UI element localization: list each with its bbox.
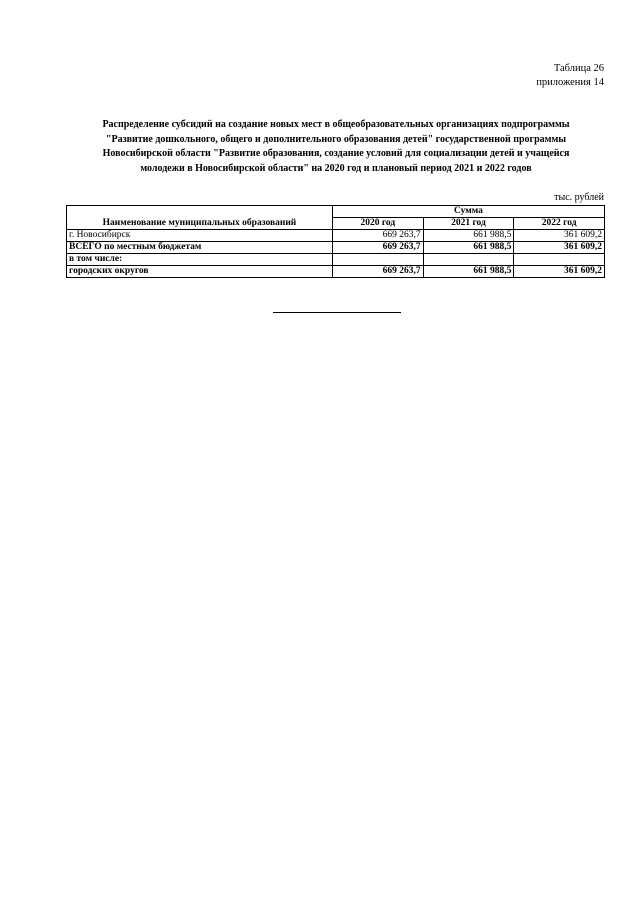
subsidy-table	[66, 205, 605, 278]
title-line-1: Распределение субсидий на создание новых мест в общеобразовательных организациях подпрограммы	[102, 119, 570, 130]
document-title	[66, 118, 606, 176]
table-row-city-districts	[67, 266, 605, 278]
value-2020: 669 263,7	[332, 266, 423, 278]
row-name: ВСЕГО по местным бюджетам	[67, 242, 333, 254]
column-header-2022: 2022 год	[514, 218, 605, 230]
value-2020: 669 263,7	[332, 242, 423, 254]
value-2021: 661 988,5	[423, 230, 514, 242]
title-line-4: молодежи в Новосибирской области" на 2020 год и плановый период 2021 и 2022 годов	[140, 162, 532, 174]
column-header-name: Наименование муниципальных образований	[67, 206, 333, 230]
value-2021	[423, 254, 514, 266]
appendix-number: приложения 14	[536, 77, 604, 88]
units-label: тыс. рублей	[554, 192, 604, 203]
row-name: в том числе:	[67, 254, 333, 266]
value-2021: 661 988,5	[423, 242, 514, 254]
value-2021: 661 988,5	[423, 266, 514, 278]
title-line-3: Новосибирской области "Развитие образования, создание условий для социализации детей и учащейся	[102, 148, 570, 159]
table-number: Таблица 26	[553, 63, 604, 74]
value-2022: 361 609,2	[514, 266, 605, 278]
table-header-row-1	[67, 206, 605, 218]
table-row-novosibirsk	[67, 230, 605, 242]
table-reference	[536, 62, 604, 90]
column-header-sum: Сумма	[332, 206, 604, 218]
column-header-2020: 2020 год	[332, 218, 423, 230]
column-header-2021: 2021 год	[423, 218, 514, 230]
table-row-total	[67, 242, 605, 254]
value-2022: 361 609,2	[514, 230, 605, 242]
value-2022: 361 609,2	[514, 242, 605, 254]
value-2022	[514, 254, 605, 266]
title-line-2: "Развитие дошкольного, общего и дополнительного образования детей" государственной программы	[105, 133, 567, 145]
end-divider	[273, 312, 401, 313]
row-name: городских округов	[67, 266, 333, 278]
table-row-including	[67, 254, 605, 266]
value-2020: 669 263,7	[332, 230, 423, 242]
value-2020	[332, 254, 423, 266]
row-name: г. Новосибирск	[67, 230, 333, 242]
